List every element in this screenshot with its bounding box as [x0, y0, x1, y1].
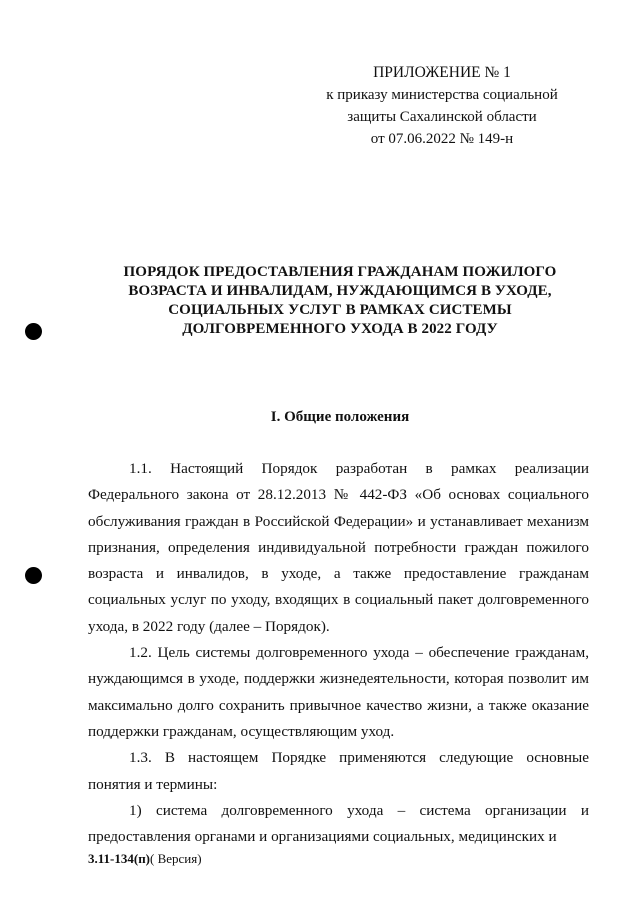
section-heading: I. Общие положения [270, 409, 410, 425]
paragraph: 1) система долговременного ухода – система организации и предоставления органами и организациями социальных, медицинских и [88, 801, 589, 846]
document-title-line: СОЦИАЛЬНЫХ УСЛУГ В РАМКАХ СИСТЕМЫ [168, 302, 512, 318]
punch-hole-mark [25, 323, 42, 340]
punch-hole-mark [25, 567, 42, 584]
paragraph: 1.1. Настоящий Порядок разработан в рамках реализации Федерального закона от 28.12.2013 № 442-ФЗ «Об основах социального обслуживания граждан в Российской Федерации» и устанавливает механизм признания, определения индивидуальной потребности граждан пожилого возраста и инвалидов, в уходе, а также предоставление гражданам социальных услуг по уходу, входящих в социальный пакет долговременного ухода, в 2022 году (далее – Порядок). [88, 460, 589, 635]
document-title-line: ПОРЯДОК ПРЕДОСТАВЛЕНИЯ ГРАЖДАНАМ ПОЖИЛОГО [123, 264, 557, 280]
appendix-date-number: от 07.06.2022 № 149-н [370, 131, 514, 147]
body-text [88, 456, 589, 850]
appendix-line: к приказу министерства социальной [326, 87, 558, 103]
paragraph: 1.2. Цель системы долговременного ухода – обеспечение гражданам, нуждающимся в уходе, поддержки жизнедеятельности, которая позволит им максимально долго сохранить привычное качество жизни, а также оказание поддержки гражданам, осуществляющим уход. [88, 644, 589, 740]
appendix-title: ПРИЛОЖЕНИЕ № 1 [373, 64, 511, 81]
appendix-block [312, 62, 572, 150]
document-code: 3.11-134(п) [88, 851, 151, 866]
page-footer [88, 851, 202, 867]
document-version: ( Версия) [150, 851, 202, 866]
appendix-line: защиты Сахалинской области [347, 109, 537, 125]
document-title [90, 263, 590, 339]
paragraph: 1.3. В настоящем Порядке применяются следующие основные понятия и термины: [88, 749, 589, 793]
document-title-line: ДОЛГОВРЕМЕННОГО УХОДА В 2022 ГОДУ [182, 321, 498, 337]
document-title-line: ВОЗРАСТА И ИНВАЛИДАМ, НУЖДАЮЩИМСЯ В УХОДЕ, [128, 283, 552, 299]
